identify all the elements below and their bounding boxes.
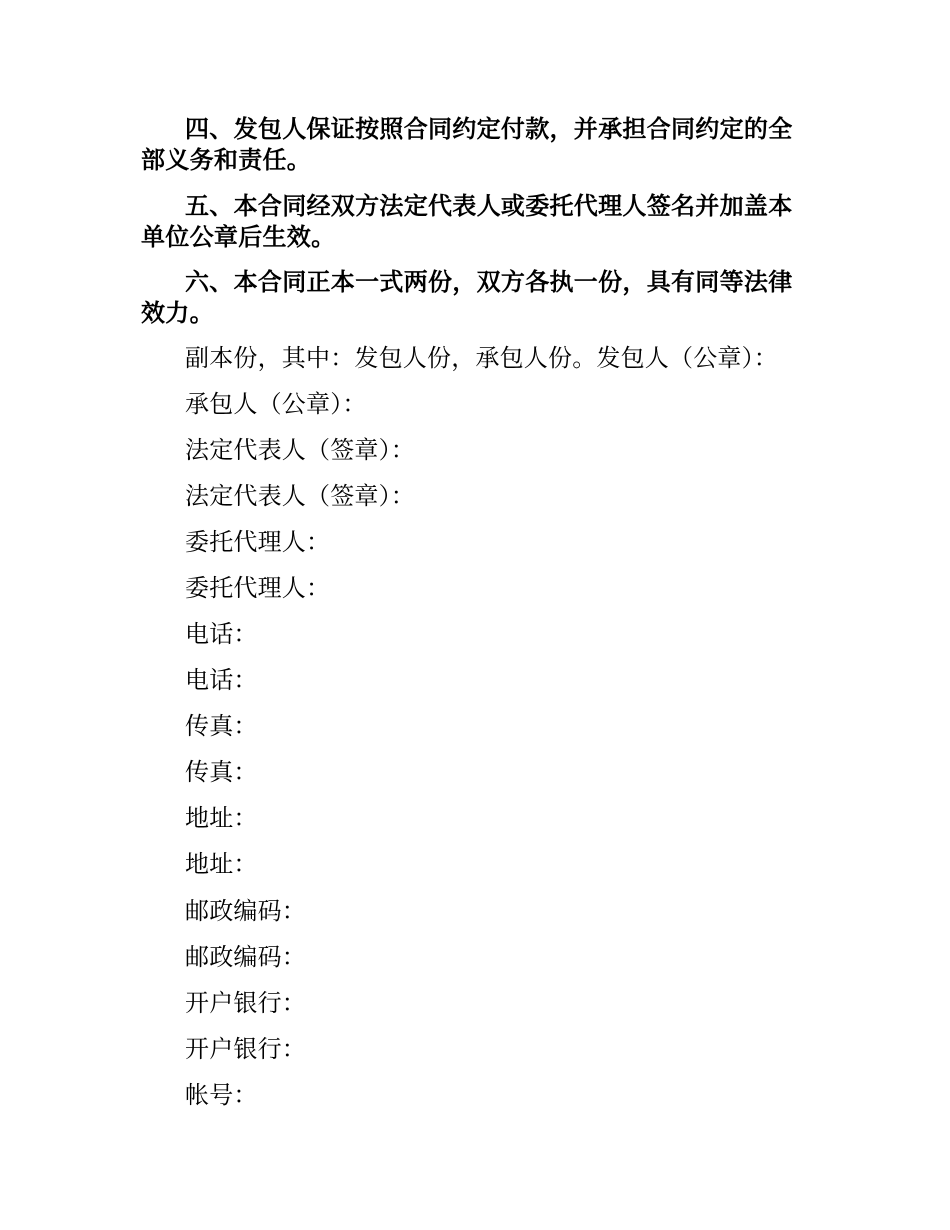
phone-line: 电话： xyxy=(185,666,258,694)
account-number-line: 帐号： xyxy=(185,1081,258,1109)
postal-code-line: 邮政编码： xyxy=(185,897,306,925)
agent-line: 委托代理人： xyxy=(185,574,331,602)
legal-rep-line: 法定代表人（签章）： xyxy=(185,482,415,510)
clause-six: 六、本合同正本一式两份，双方各执一份，具有同等法律效力。 xyxy=(141,267,793,327)
phone-line: 电话： xyxy=(185,620,258,648)
agent-line: 委托代理人： xyxy=(185,528,331,556)
address-line: 地址： xyxy=(185,804,258,832)
contractor-seal-line: 承包人（公章）： xyxy=(185,390,367,418)
clause-four: 四、发包人保证按照合同约定付款，并承担合同约定的全部义务和责任。 xyxy=(141,114,793,174)
bank-line: 开户银行： xyxy=(185,1035,306,1063)
address-line: 地址： xyxy=(185,850,258,878)
legal-rep-line: 法定代表人（签章）： xyxy=(185,436,415,464)
fax-line: 传真： xyxy=(185,712,258,740)
copies-and-employer-seal-line: 副本份，其中：发包人份，承包人份。发包人（公章）： xyxy=(185,344,778,372)
clause-five: 五、本合同经双方法定代表人或委托代理人签名并加盖本单位公章后生效。 xyxy=(141,191,793,251)
postal-code-line: 邮政编码： xyxy=(185,943,306,971)
bank-line: 开户银行： xyxy=(185,989,306,1017)
fax-line: 传真： xyxy=(185,758,258,786)
